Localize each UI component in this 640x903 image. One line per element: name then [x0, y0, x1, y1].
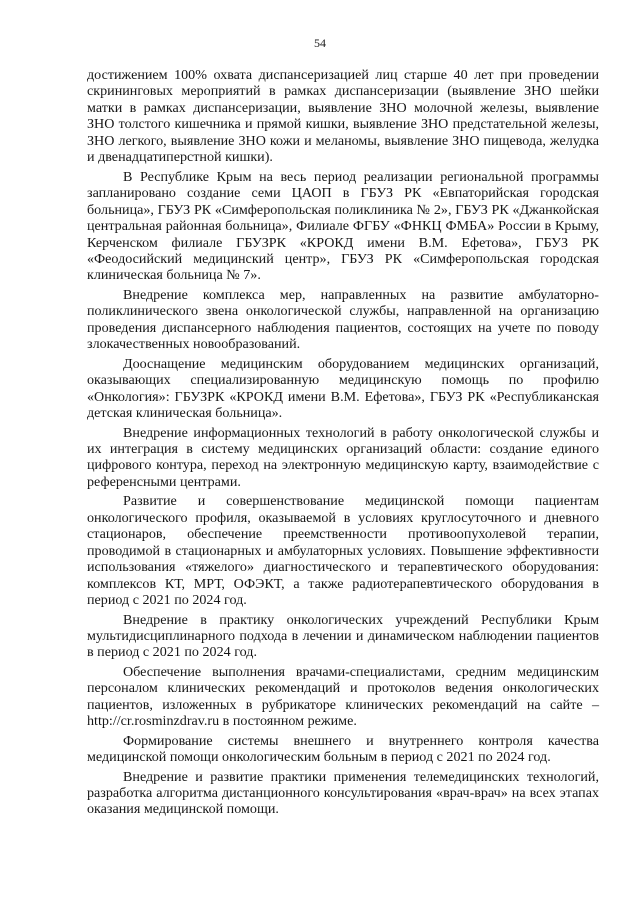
paragraph-outpatient-measures: Внедрение комплекса мер, направленных на развитие амбулаторно-поликлинического звена онкологической службы, направленной на организацию проведения диспансерного наблюдения пациентов, состоящих на учете по поводу злокачественных новообразований.	[87, 286, 599, 353]
paragraph-multidisciplinary: Внедрение в практику онкологических учреждений Республики Крым мультидисциплинарного подхода в лечении и динамическом наблюдении пациентов в период с 2021 по 2024 год.	[87, 611, 599, 661]
paragraph-screening-continuation: достижением 100% охвата диспансеризацией лиц старше 40 лет при проведении скрининговых мероприятий в рамках диспансеризации (выявление ЗНО шейки матки в рамках диспансеризации, выявление ЗНО молочной железы, выявление ЗНО толстого кишечника и прямой кишки, выявление ЗНО предстательной железы, ЗНО легкого, выявление ЗНО кожи и меланомы, выявление ЗНО пищевода, желудка и двенадцатиперстной кишки).	[87, 67, 599, 166]
document-body	[87, 67, 599, 818]
paragraph-inpatient-care: Развитие и совершенствование медицинской помощи пациентам онкологического профиля, оказываемой в условиях круглосуточного и дневного стационаров, обеспечение преемственности противоопухолевой терапии, проводимой в стационарных и амбулаторных условиях. Повышение эффективности использования «тяжелого» диагностического и терапевтического оборудования: комплексов КТ, МРТ, ОФЭКТ, а также радиотерапевтического оборудования в период с 2021 по 2024 год.	[87, 493, 599, 609]
paragraph-clinical-guidelines: Обеспечение выполнения врачами-специалистами, средним медицинским персоналом клинических рекомендаций и протоколов ведения онкологических пациентов, изложенных в рубрикаторе клинических рекомендаций на сайте – http://cr.rosminzdrav.ru в постоянном режиме.	[87, 663, 599, 730]
paragraph-caop-plan: В Республике Крым на весь период реализации региональной программы запланировано создание семи ЦАОП в ГБУЗ РК «Евпаторийская городская больница», ГБУЗ РК «Симферопольская поликлиника № 2», ГБУЗ РК «Джанкойская центральная районная больница», Филиале ФГБУ «ФНКЦ ФМБА» России в Крыму, Керченском филиале ГБУЗРК «КРОКД имени В.М. Ефетова», ГБУЗ РК «Феодосийский медицинский центр», ГБУЗ РК «Симферопольская городская клиническая больница № 7».	[87, 168, 599, 284]
paragraph-quality-control: Формирование системы внешнего и внутреннего контроля качества медицинской помощи онкологическим больным в период с 2021 по 2024 год.	[87, 732, 599, 766]
paragraph-telemedicine: Внедрение и развитие практики применения телемедицинских технологий, разработка алгоритма дистанционного консультирования «врач-врач» на всех этапах оказания медицинской помощи.	[87, 768, 599, 818]
paragraph-it-integration: Внедрение информационных технологий в работу онкологической службы и их интеграция в систему медицинских организаций области: создание единого цифрового контура, переход на электронную медицинскую карту, взаимодействие с референсными центрами.	[87, 424, 599, 490]
page-number: 54	[314, 36, 326, 50]
paragraph-equipment: Дооснащение медицинским оборудованием медицинских организаций, оказывающих специализированную медицинскую помощь по профилю «Онкология»: ГБУЗРК «КРОКД имени В.М. Ефетова», ГБУЗ РК «Республиканская детская клиническая больница».	[87, 355, 599, 422]
